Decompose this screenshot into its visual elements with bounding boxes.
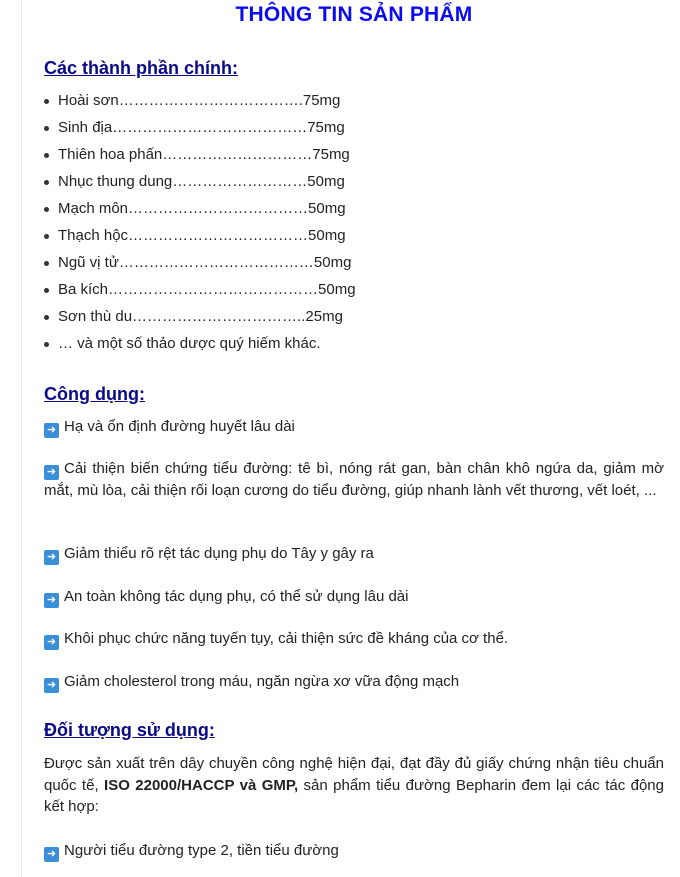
list-item: Ba kích……………………………………50mg bbox=[44, 279, 356, 306]
list-item: Hoài sơn……………………………….75mg bbox=[44, 90, 356, 117]
list-item: Thạch hộc………………………………50mg bbox=[44, 225, 356, 252]
ingredients-heading: Các thành phần chính: bbox=[44, 58, 239, 78]
list-item: Sơn thù du……………………………..25mg bbox=[44, 306, 356, 333]
list-item: Sinh địa…………………………………75mg bbox=[44, 117, 356, 144]
uses-heading: Công dụng: bbox=[44, 384, 145, 404]
list-item: … và một số thảo dược quý hiếm khác. bbox=[44, 333, 356, 360]
arrow-right-icon: ➜ bbox=[44, 550, 59, 565]
list-item: Ngũ vị tử…………………………………50mg bbox=[44, 252, 356, 279]
use-item: ➜ Cải thiện biến chứng tiểu đường: tê bì, nóng rát gan, bàn chân khô ngứa da, giảm mờ mắt, mù lòa, cải thiện rối loạn cương do tiểu đường, giúp nhanh lành vết thương, vết loét, ... bbox=[44, 460, 664, 499]
target-heading: Đối tượng sử dụng: bbox=[44, 720, 215, 740]
arrow-right-icon: ➜ bbox=[44, 847, 59, 862]
ingredients-list bbox=[44, 90, 356, 360]
use-item: ➜ An toàn không tác dụng phụ, có thể sử dụng lâu dài bbox=[44, 586, 664, 608]
arrow-right-icon: ➜ bbox=[44, 465, 59, 480]
list-item: Nhục thung dung………………………50mg bbox=[44, 171, 356, 198]
arrow-right-icon: ➜ bbox=[44, 423, 59, 438]
arrow-right-icon: ➜ bbox=[44, 593, 59, 608]
use-item: ➜ Giảm thiểu rõ rệt tác dụng phụ do Tây y gây ra bbox=[44, 543, 664, 565]
target-item: ➜ Người tiểu đường type 2, tiền tiểu đường bbox=[44, 840, 664, 862]
page-title: THÔNG TIN SẢN PHẨM bbox=[235, 3, 473, 26]
list-item: Thiên hoa phấn…………………………75mg bbox=[44, 144, 356, 171]
arrow-right-icon: ➜ bbox=[44, 678, 59, 693]
left-border bbox=[21, 0, 22, 877]
target-intro: Được sản xuất trên dây chuyền công nghệ hiện đại, đạt đầy đủ giấy chứng nhận tiêu chuẩn quốc tế, ISO 22000/HACCP và GMP, sản phẩm tiểu đường Bepharin đem lại các tác động kết hợp: bbox=[44, 755, 664, 815]
use-item: ➜ Giảm cholesterol trong máu, ngăn ngừa xơ vữa động mạch bbox=[44, 671, 664, 693]
list-item: Mạch môn………………………………50mg bbox=[44, 198, 356, 225]
use-item: ➜ Hạ và ổn định đường huyết lâu dài bbox=[44, 416, 664, 438]
use-item: ➜ Khôi phục chức năng tuyến tụy, cải thiện sức đề kháng của cơ thể. bbox=[44, 628, 664, 650]
arrow-right-icon: ➜ bbox=[44, 635, 59, 650]
